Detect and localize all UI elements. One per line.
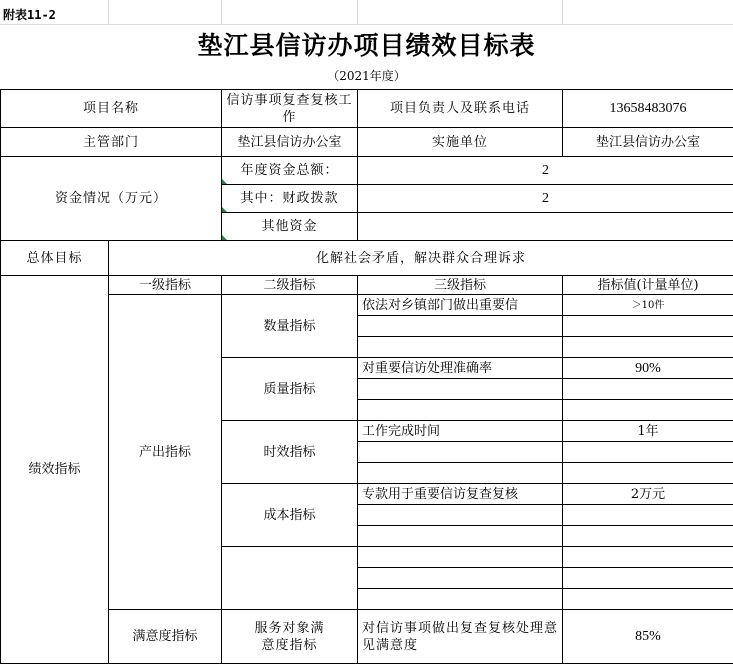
empty-cell [358, 526, 563, 547]
sheet-gridline [562, 0, 563, 24]
funds-other-label: 其他资金 [222, 213, 358, 241]
dept-label: 主管部门 [1, 128, 222, 157]
empty-cell [563, 337, 733, 358]
header-level3: 三级指标 [358, 276, 563, 295]
impl-value: 垫江县信访办公室 [563, 128, 733, 157]
empty-cell [563, 442, 733, 463]
empty-cell [358, 547, 563, 568]
year-label: （2021年度） [327, 69, 406, 83]
quantity-indicator-item: 依法对乡镇部门做出重要信 [358, 295, 563, 316]
header-level2: 二级指标 [222, 276, 358, 295]
timeliness-indicator-item: 工作完成时间 [358, 421, 563, 442]
performance-target-table [0, 89, 733, 664]
empty-cell [358, 442, 563, 463]
funds-total-label: 年度资金总额： [222, 157, 358, 185]
appendix-label: 附表11-2 [3, 8, 56, 22]
empty-cell [358, 316, 563, 337]
project-name-value: 信访事项复查复核工作 [222, 90, 358, 128]
sheet-gridline [357, 0, 358, 24]
funds-other-value [358, 213, 733, 241]
satisfaction-indicator-label: 满意度指标 [109, 610, 222, 664]
contact-value: 13658483076 [563, 90, 733, 128]
empty-cell [358, 568, 563, 589]
funds-label: 资金情况（万元） [1, 157, 222, 241]
empty-cell [563, 463, 733, 484]
output-indicator-label: 产出指标 [109, 295, 222, 610]
funds-fiscal-label: 其中：财政拨款 [222, 185, 358, 213]
quality-indicator-item: 对重要信访处理准确率 [358, 358, 563, 379]
empty-cell [358, 379, 563, 400]
funds-total-value: 2 [358, 157, 733, 185]
sheet-gridline [0, 24, 733, 25]
cost-indicator-value: 2万元 [563, 484, 733, 505]
empty-cell [563, 505, 733, 526]
quantity-indicator-label: 数量指标 [222, 295, 358, 358]
page-title: 垫江县信访办项目绩效目标表 [197, 31, 536, 60]
empty-cell [358, 463, 563, 484]
empty-cell [563, 400, 733, 421]
quality-indicator-value: 90% [563, 358, 733, 379]
project-name-label: 项目名称 [1, 90, 222, 128]
sheet-gridline [221, 0, 222, 24]
quantity-indicator-value: ＞10件 [563, 295, 733, 316]
service-satisfaction-item: 对信访事项做出复查复核处理意见满意度 [358, 610, 563, 664]
funds-fiscal-value: 2 [358, 185, 733, 213]
empty-cell [358, 505, 563, 526]
indicator-section-label: 绩效指标 [1, 276, 109, 664]
empty-cell [563, 568, 733, 589]
empty-cell [563, 547, 733, 568]
empty-cell [358, 337, 563, 358]
service-satisfaction-value: 85% [563, 610, 733, 664]
header-value: 指标值(计量单位) [563, 276, 733, 295]
empty-cell [563, 526, 733, 547]
service-satisfaction-label: 服务对象满意度指标 [222, 610, 358, 664]
header-level1: 一级指标 [109, 276, 222, 295]
empty-cell [358, 589, 563, 610]
empty-cell [222, 547, 358, 610]
cost-indicator-label: 成本指标 [222, 484, 358, 547]
sheet-gridline [108, 0, 109, 24]
goal-label: 总体目标 [1, 241, 109, 276]
cost-indicator-item: 专款用于重要信访复查复核 [358, 484, 563, 505]
goal-value: 化解社会矛盾，解决群众合理诉求 [109, 241, 733, 276]
empty-cell [563, 379, 733, 400]
contact-label: 项目负责人及联系电话 [358, 90, 563, 128]
timeliness-indicator-value: 1年 [563, 421, 733, 442]
dept-value: 垫江县信访办公室 [222, 128, 358, 157]
timeliness-indicator-label: 时效指标 [222, 421, 358, 484]
empty-cell [563, 316, 733, 337]
empty-cell [563, 589, 733, 610]
empty-cell [358, 400, 563, 421]
impl-label: 实施单位 [358, 128, 563, 157]
quality-indicator-label: 质量指标 [222, 358, 358, 421]
